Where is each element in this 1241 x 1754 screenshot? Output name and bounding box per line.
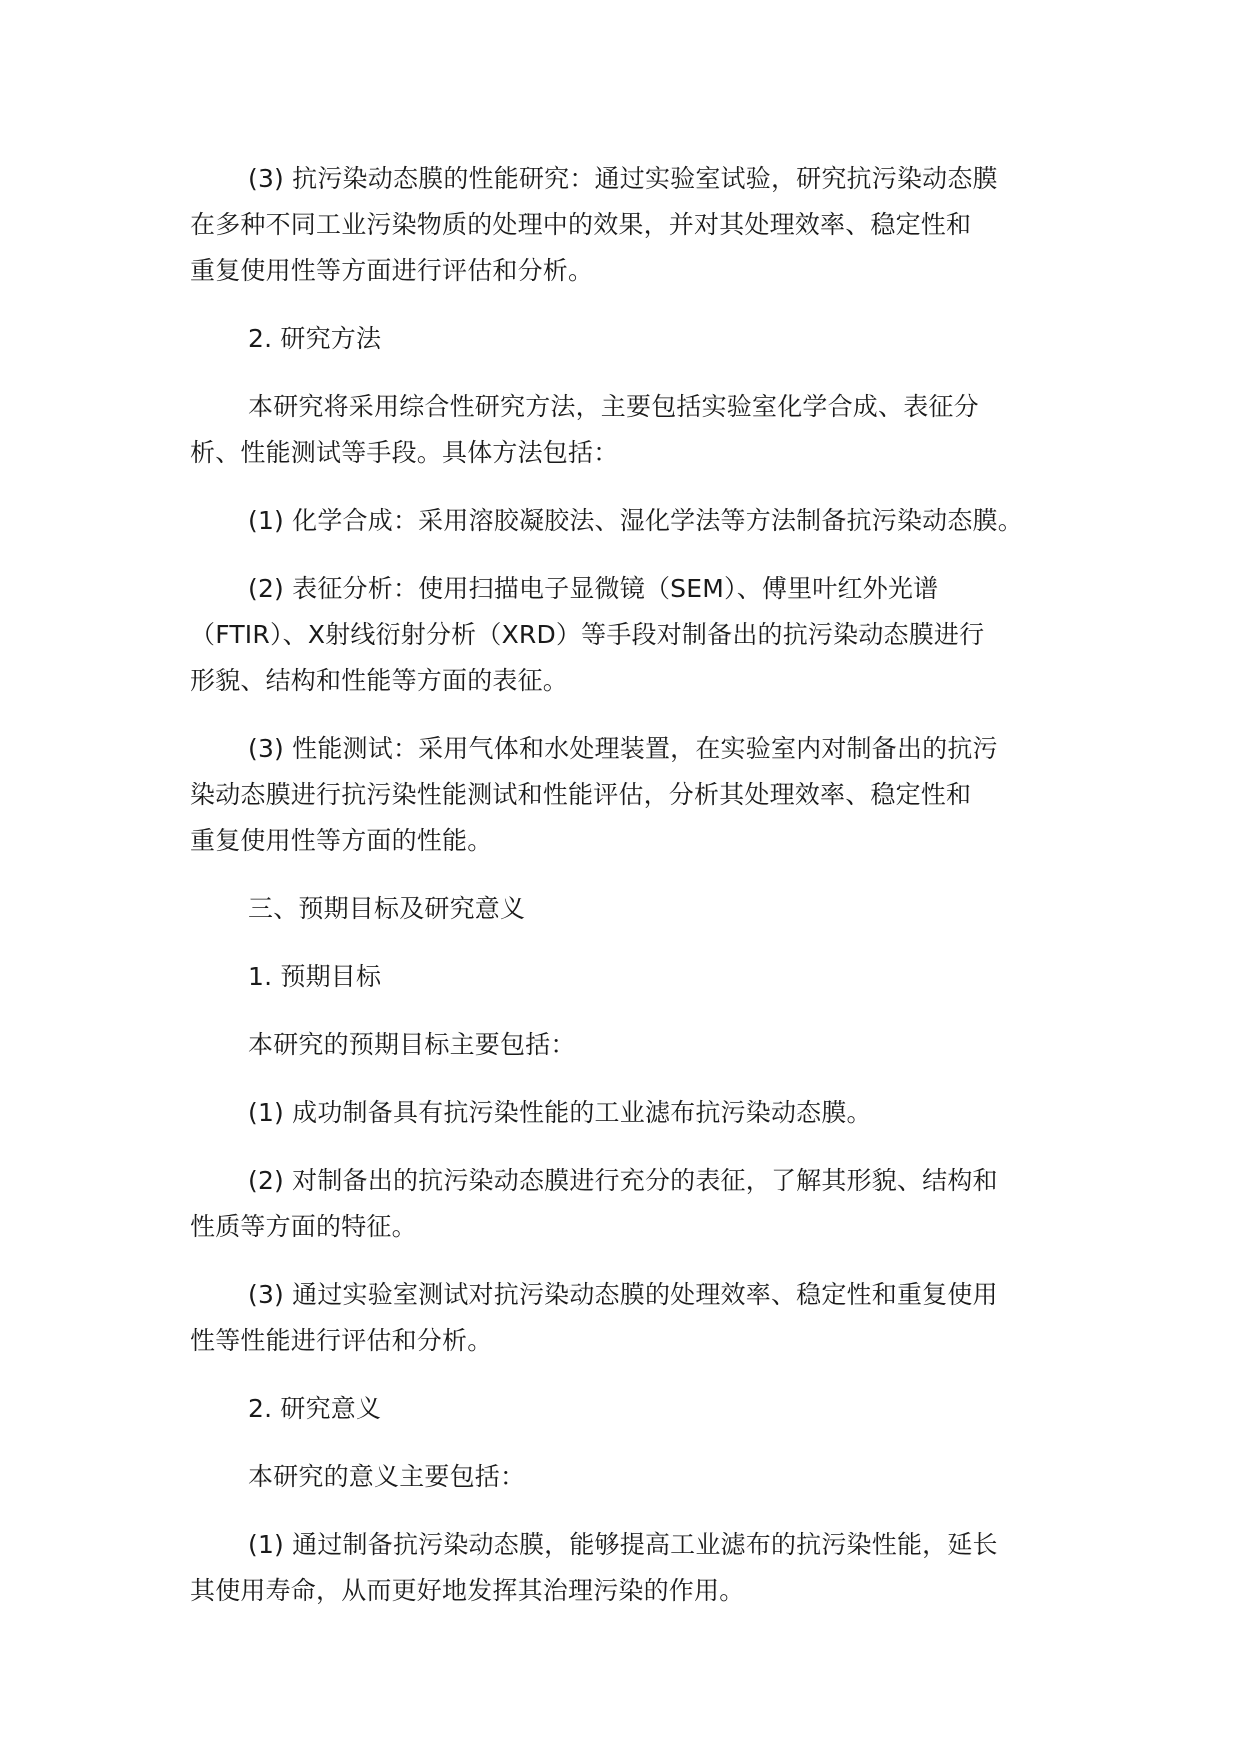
document-body [190,156,1070,1636]
text-line: (3) 抗污染动态膜的性能研究：通过实验室试验，研究抗污染动态膜 [248,164,998,193]
text-line: 形貌、结构和性能等方面的表征。 [190,666,569,695]
paragraph [190,1522,1070,1614]
paragraph [190,954,1070,1000]
text-line: (2) 表征分析：使用扫描电子显微镜（SEM）、傅里叶红外光谱 [248,574,939,603]
text-line: 性等性能进行评估和分析。 [190,1326,493,1355]
text-line: (1) 成功制备具有抗污染性能的工业滤布抗污染动态膜。 [248,1098,872,1127]
text-line: 本研究的意义主要包括： [248,1462,526,1491]
text-line: (3) 通过实验室测试对抗污染动态膜的处理效率、稳定性和重复使用 [248,1280,998,1309]
text-line: (1) 化学合成：采用溶胶凝胶法、湿化学法等方法制备抗污染动态膜。 [248,506,1023,535]
text-line: 其使用寿命，从而更好地发挥其治理污染的作用。 [190,1576,745,1605]
paragraph [190,498,1070,544]
paragraph [190,1158,1070,1250]
text-line: 2. 研究意义 [248,1394,382,1423]
text-line: 重复使用性等方面进行评估和分析。 [190,256,594,285]
paragraph [190,566,1070,704]
text-line: 染动态膜进行抗污染性能测试和性能评估，分析其处理效率、稳定性和 [190,780,972,809]
text-line: (2) 对制备出的抗污染动态膜进行充分的表征，了解其形貌、结构和 [248,1166,998,1195]
text-line: 重复使用性等方面的性能。 [190,826,493,855]
paragraph [190,156,1070,294]
paragraph [190,886,1070,932]
paragraph [190,1272,1070,1364]
paragraph [190,316,1070,362]
text-line: 本研究的预期目标主要包括： [248,1030,576,1059]
text-line: 2. 研究方法 [248,324,382,353]
text-line: 三、预期目标及研究意义 [248,894,526,923]
paragraph [190,1090,1070,1136]
text-line: 性质等方面的特征。 [190,1212,417,1241]
text-line: 1. 预期目标 [248,962,382,991]
paragraph [190,726,1070,864]
paragraph [190,1022,1070,1068]
text-line: 在多种不同工业污染物质的处理中的效果，并对其处理效率、稳定性和 [190,210,972,239]
paragraph [190,1454,1070,1500]
text-line: 本研究将采用综合性研究方法，主要包括实验室化学合成、表征分 [248,392,979,421]
text-line: （FTIR）、X射线衍射分析（XRD）等手段对制备出的抗污染动态膜进行 [190,620,985,649]
paragraph [190,1386,1070,1432]
paragraph [190,384,1070,476]
text-line: (3) 性能测试：采用气体和水处理装置，在实验室内对制备出的抗污 [248,734,998,763]
text-line: (1) 通过制备抗污染动态膜，能够提高工业滤布的抗污染性能，延长 [248,1530,998,1559]
text-line: 析、性能测试等手段。具体方法包括： [190,438,619,467]
